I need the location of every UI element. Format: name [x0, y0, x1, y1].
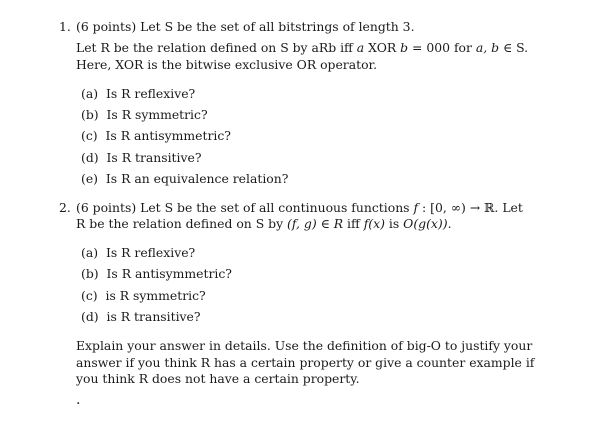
explanation-line-3: you think R does not have a certain property. [76, 371, 360, 386]
problem-1-part-c: (c) Is R antisymmetric? [81, 128, 231, 143]
problem-1-part-d: (d) Is R transitive? [81, 150, 202, 165]
problem-1-part-a: (a) Is R reflexive? [81, 86, 196, 101]
problem-1-number: 1. [59, 19, 71, 34]
problem-2-part-b: (b) Is R antisymmetric? [81, 266, 232, 281]
problem-1-intro: (6 points) Let S be the set of all bitstrings of length 3. [76, 19, 415, 34]
explanation-line-2: answer if you think R has a certain property or give a counter example if [76, 355, 535, 370]
problem-2-part-a: (a) Is R reflexive? [81, 245, 196, 260]
explanation-line-1: Explain your answer in details. Use the definition of big-O to justify your [76, 338, 533, 353]
problem-1-part-b: (b) Is R symmetric? [81, 107, 208, 122]
problem-2-part-d: (d) is R transitive? [81, 309, 201, 324]
problem-2-relation-definition: R be the relation defined on S by (f, g) ∈ R iff f(x) is O(g(x)). [76, 216, 452, 231]
problem-2-part-c: (c) is R symmetric? [81, 288, 206, 303]
problem-1-part-e: (e) Is R an equivalence relation? [81, 171, 289, 186]
problem-2-number: 2. [59, 200, 71, 215]
problem-2-intro: (6 points) Let S be the set of all continuous functions f : [0, ∞) → ℝ. Let [76, 200, 523, 215]
trailing-dot: . [76, 392, 81, 408]
problem-1-relation-definition: Let R be the relation defined on S by aRb iff a XOR b = 000 for a, b ∈ S. [76, 40, 529, 55]
problem-1-xor-note: Here, XOR is the bitwise exclusive OR operator. [76, 57, 378, 72]
